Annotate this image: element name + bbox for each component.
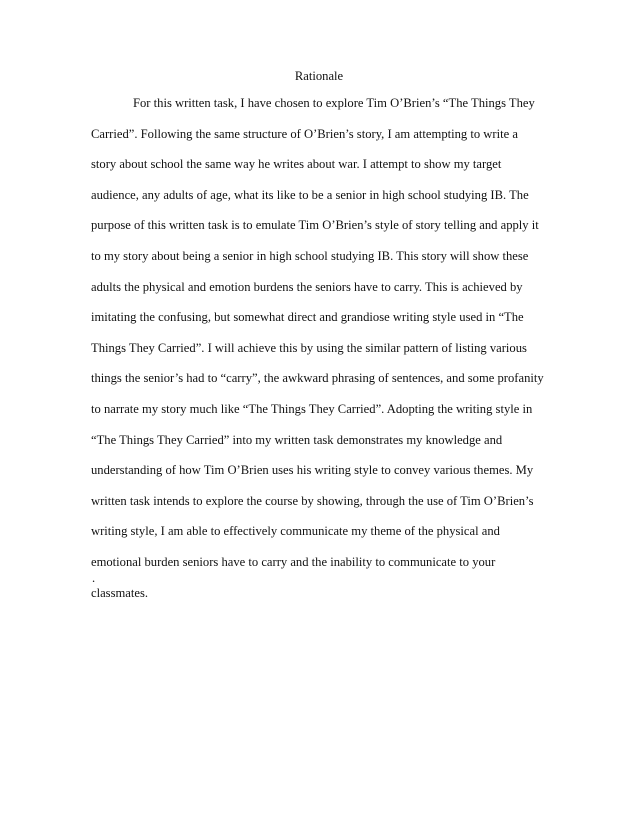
paragraph-line: emotional burden seniors have to carry and the inability to communicate to your xyxy=(91,554,496,569)
paragraph-line: audience, any adults of age, what its like to be a senior in high school studying IB. The xyxy=(91,187,529,202)
paragraph-line: imitating the confusing, but somewhat direct and grandiose writing style used in “The xyxy=(91,310,524,325)
paragraph-line: story about school the same way he writes about war. I attempt to show my target xyxy=(91,157,502,172)
paragraph-line: Things They Carried”. I will achieve this by using the similar pattern of listing various xyxy=(91,340,527,355)
trailing-period: . xyxy=(92,571,96,585)
paragraph-line: writing style, I am able to effectively communicate my theme of the physical and xyxy=(91,524,500,539)
paragraph-line: to narrate my story much like “The Things They Carried”. Adopting the writing style in xyxy=(91,401,533,416)
paragraph-line: Carried”. Following the same structure of O’Brien’s story, I am attempting to write a xyxy=(91,126,518,141)
paragraph-line: adults the physical and emotion burdens the seniors have to carry. This is achieved by xyxy=(91,279,523,294)
paragraph-line: For this written task, I have chosen to explore Tim O’Brien’s “The Things They xyxy=(133,96,535,110)
paragraph-line: “The Things They Carried” into my written task demonstrates my knowledge and xyxy=(91,432,503,447)
paragraph-line: things the senior’s had to “carry”, the awkward phrasing of sentences, and some profanity xyxy=(91,371,544,386)
paragraph-line: purpose of this written task is to emulate Tim O’Brien’s style of story telling and apply it xyxy=(91,218,539,233)
paragraph-line: to my story about being a senior in high school studying IB. This story will show these xyxy=(91,248,529,263)
paragraph-line: classmates. xyxy=(91,585,149,600)
paragraph-line: written task intends to explore the course by showing, through the use of Tim O’Brien’s xyxy=(91,493,534,508)
document-title: Rationale xyxy=(294,69,344,83)
paragraph-line: understanding of how Tim O’Brien uses his writing style to convey various themes. My xyxy=(91,463,534,478)
rationale-paragraph xyxy=(91,95,561,615)
